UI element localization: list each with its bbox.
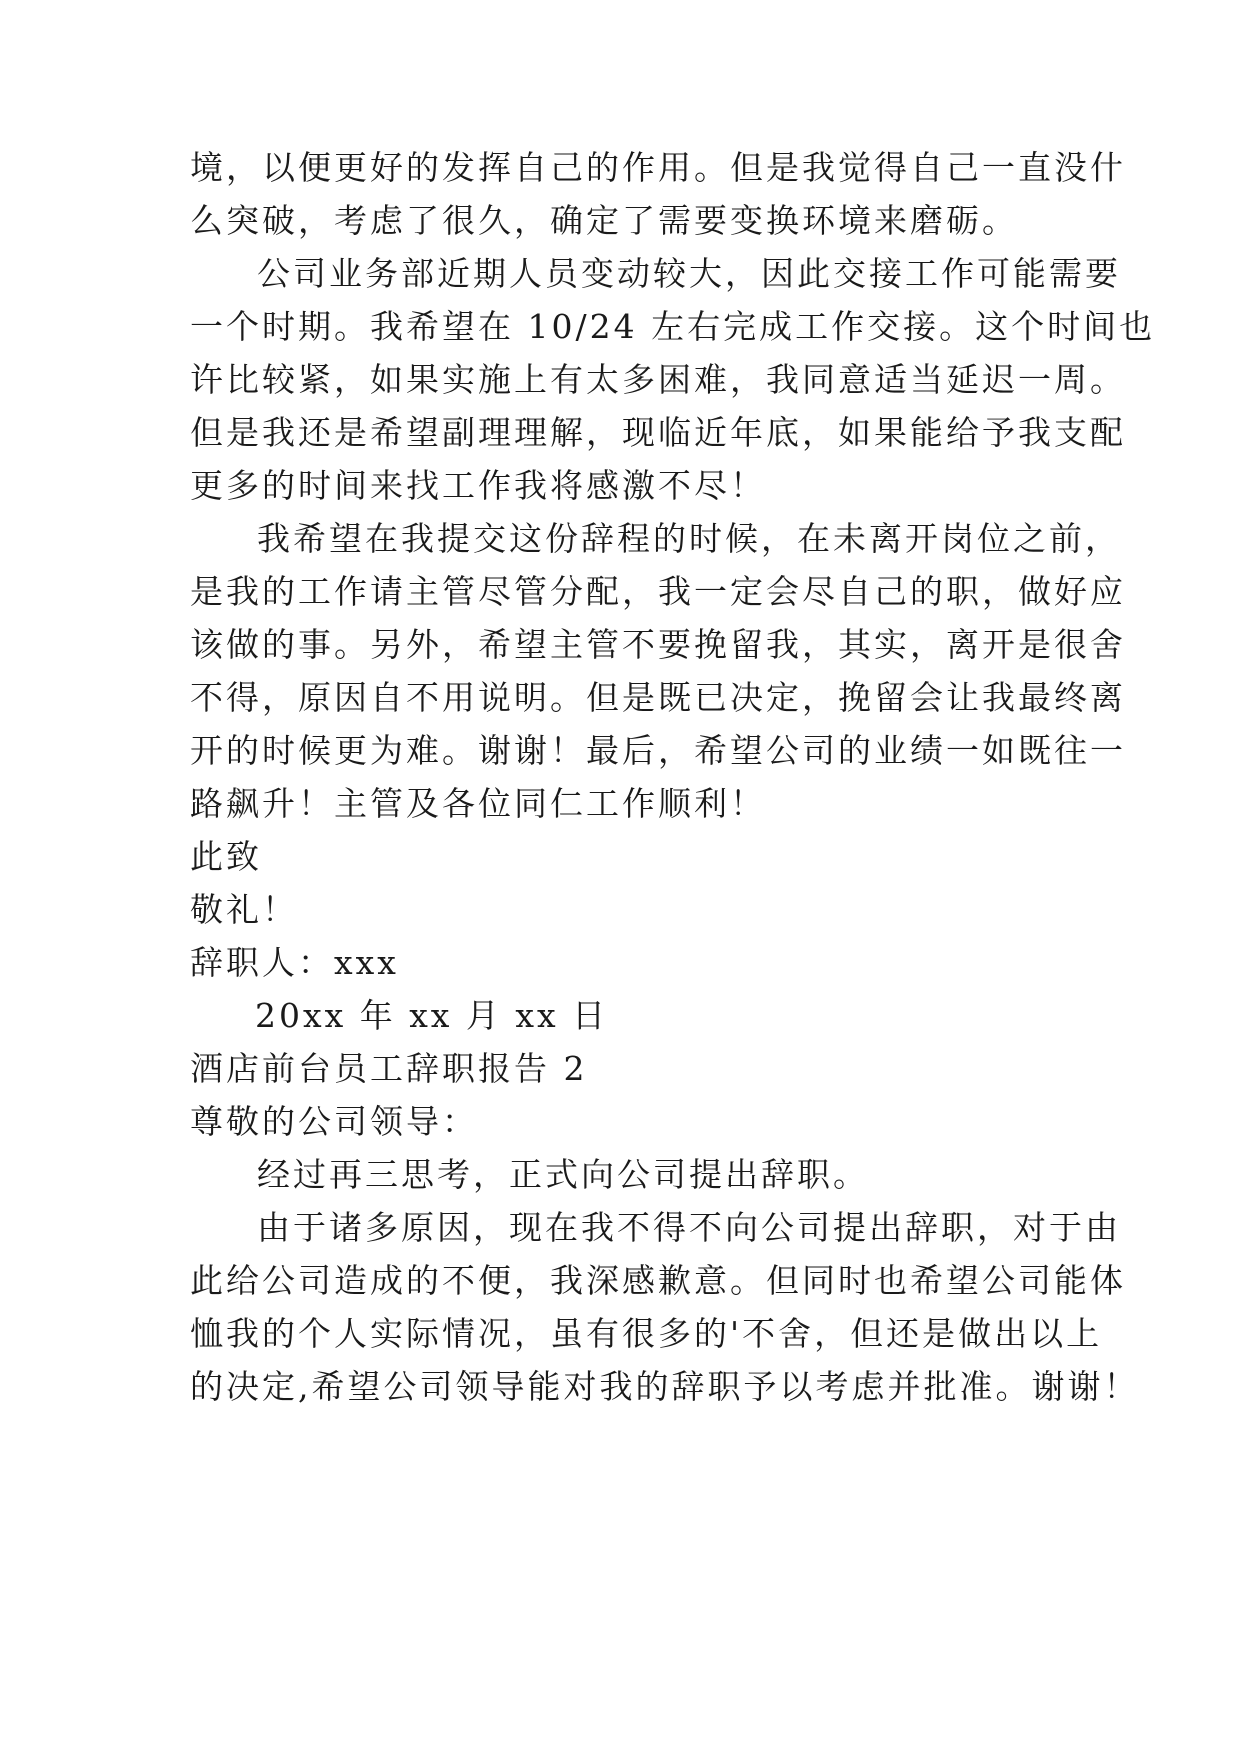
text-line: 开的时候更为难。谢谢！最后，希望公司的业绩一如既往一 — [190, 731, 1126, 770]
text-line: 么突破，考虑了很久，确定了需要变换环境来磨砺。 — [190, 201, 1018, 240]
text-line: 一个时期。我希望在 10/24 左右完成工作交接。这个时间也 — [190, 307, 1156, 346]
text-line: 但是我还是希望副理理解，现临近年底，如果能给予我支配 — [190, 413, 1126, 452]
text-line: 的决定,希望公司领导能对我的辞职予以考虑并批准。谢谢！ — [190, 1367, 1140, 1406]
text-line: 是我的工作请主管尽管分配，我一定会尽自己的职，做好应 — [190, 572, 1126, 611]
date-line: 20xx 年 xx 月 xx 日 — [255, 996, 609, 1035]
text-line: 恤我的个人实际情况，虽有很多的'不舍，但还是做出以上 — [190, 1314, 1103, 1353]
text-line: 此给公司造成的不便，我深感歉意。但同时也希望公司能体 — [190, 1261, 1126, 1300]
text-line: 许比较紧，如果实施上有太多困难，我同意适当延迟一周。 — [190, 360, 1126, 399]
closing-line: 此致 — [190, 837, 262, 876]
text-line: 更多的时间来找工作我将感激不尽！ — [190, 466, 766, 505]
text-line: 公司业务部近期人员变动较大，因此交接工作可能需要 — [257, 254, 1121, 293]
text-line: 经过再三思考，正式向公司提出辞职。 — [257, 1155, 869, 1194]
text-line: 我希望在我提交这份辞程的时候，在未离开岗位之前， — [257, 519, 1121, 558]
salutation: 尊敬的公司领导： — [190, 1102, 478, 1141]
closing-line: 敬礼！ — [190, 890, 298, 929]
signer-line: 辞职人：xxx — [190, 943, 399, 982]
text-line: 该做的事。另外，希望主管不要挽留我，其实，离开是很舍 — [190, 625, 1126, 664]
text-line: 由于诸多原因，现在我不得不向公司提出辞职，对于由 — [257, 1208, 1121, 1247]
text-line: 路飙升！主管及各位同仁工作顺利！ — [190, 784, 766, 823]
section-title: 酒店前台员工辞职报告 2 — [190, 1049, 588, 1088]
text-line: 不得，原因自不用说明。但是既已决定，挽留会让我最终离 — [190, 678, 1126, 717]
text-line: 境，以便更好的发挥自己的作用。但是我觉得自己一直没什 — [190, 148, 1126, 187]
